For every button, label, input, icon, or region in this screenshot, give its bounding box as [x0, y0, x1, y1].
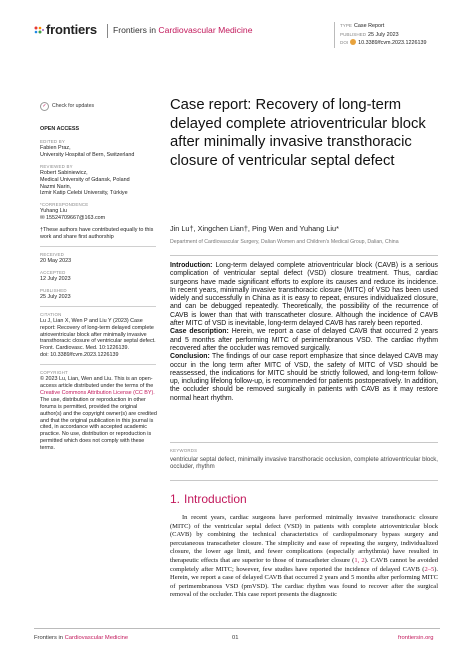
- accepted-section: [40, 270, 158, 283]
- citation-section: [40, 312, 158, 359]
- abstract-top-divider: [170, 255, 438, 256]
- header-divider: [107, 24, 108, 38]
- abstract: [170, 262, 438, 403]
- abstract-case: [170, 328, 438, 353]
- keywords-divider: [170, 442, 438, 443]
- copyright-text: [40, 376, 158, 452]
- accepted-label: ACCEPTED: [40, 269, 66, 275]
- correspondent-name: Yuhang Liu: [40, 208, 67, 215]
- copyright-label: COPYRIGHT: [40, 370, 68, 376]
- article-title: Case report: Recovery of long-term delayed complete atrioventricular block after minimally invasive transthoracic closure of ventricular septal defect: [170, 97, 426, 169]
- edited-by-section: [40, 139, 158, 159]
- check-updates-label: Check for updates: [52, 103, 95, 109]
- footer-divider: [34, 628, 440, 629]
- check-updates-icon: ✓: [40, 102, 49, 111]
- section-heading-introduction: [170, 492, 247, 506]
- abstract-introduction: [170, 262, 438, 328]
- body-text-part: ). CAVB cannot be avoided completely after MITC; however, few studies have reported the incidence of delayed CAVB (: [170, 556, 439, 573]
- citation-journal: Front. Cardiovasc. Med. 10:1226139.: [40, 345, 129, 352]
- reviewed-by-label: REVIEWED BY: [40, 163, 73, 169]
- page-number: 01: [232, 635, 239, 641]
- published-date: 25 July 2023: [40, 293, 71, 300]
- received-label: RECEIVED: [40, 251, 65, 257]
- published-section: [40, 288, 158, 301]
- body-text-part: In recent years, cardiac surgeons have performed minimally invasive transthoracic closure (MITC) of the ventricular septal defect (VSD) in patients with complete atrioventricular block (CAVB) by combining the technical characteristics of cardiopulmonary bypass surgery and percutaneous transcatheter closure. The simplicity and ease of repeating the surgery, individualized closure, the lower age limit, and fewer complications (especially arrhythmia) have resulted in therapeutic effects that are superior to those of transcatheter closure (: [170, 514, 438, 564]
- accepted-date: 12 July 2023: [40, 275, 71, 282]
- abstract-conclusion-label: Conclusion:: [170, 353, 210, 361]
- abstract-case-label: Case description:: [170, 328, 229, 336]
- footer-journal-name: Cardiovascular Medicine: [64, 635, 129, 641]
- citation-doi[interactable]: doi: 10.3389/fcvm.2023.1226139: [40, 352, 119, 359]
- doi-label: DOI: [340, 40, 349, 46]
- reviewer-affiliation: Izmir Katip Celebi University, Türkiye: [40, 190, 128, 197]
- author-list: Jin Lu†, Xingchen Lian†, Ping Wen and Yuhang Liu*: [170, 224, 339, 233]
- reviewer-name: Nazmi Narin,: [40, 183, 72, 190]
- citation-label: CITATION: [40, 311, 62, 317]
- type-label: TYPE: [340, 23, 352, 28]
- footer-journal-prefix: Frontiers in: [34, 635, 63, 641]
- sidebar-divider: [40, 306, 156, 307]
- published-label: PUBLISHED: [340, 31, 367, 37]
- abstract-conclusion-text: The findings of our case report emphasize that since delayed CAVB may occur in the long term after MITC of VSD, the safety of MITC of VSD should be reassessed, the indications for MITC should be strictly followed, and long-term follow-up, including lifelong follow-up, is recommended for patients postoperatively. In addition, the occluder should be removed surgically in patients with CAVB as it may restore normal heart rhythm.: [170, 353, 438, 402]
- reviewer-affiliation: Medical University of Gdansk, Poland: [40, 176, 130, 183]
- keywords-label: KEYWORDS: [170, 448, 198, 453]
- open-access-label: OPEN ACCESS: [40, 126, 80, 132]
- article-meta: [334, 22, 427, 48]
- check-for-updates-button[interactable]: [40, 101, 102, 111]
- citation-link[interactable]: 1, 2: [354, 556, 365, 564]
- section-title: Introduction: [184, 492, 247, 506]
- article-info-sidebar: [40, 126, 158, 457]
- reviewer-name: Robert Sabiniewicz,: [40, 169, 88, 176]
- body-text: [170, 514, 438, 600]
- published-value: 25 July 2023: [368, 31, 399, 38]
- sidebar-divider: [40, 364, 156, 365]
- section-number: 1.: [170, 492, 181, 506]
- received-section: [40, 252, 158, 265]
- received-date: 20 May 2023: [40, 257, 72, 264]
- keywords-list: ventricular septal defect, minimally invasive transthoracic occlusion, complete atrioventricular block, occluder, rhythm: [170, 456, 438, 471]
- copyright-rest: The use, distribution or reproduction in other forums is permitted, provided the original author(s) and the copyright owner(s) are credited and that the original publication in this journal is cited, in accordance with accepted academic practice. No use, distribution or reproduction is permitted which does not comply with these terms.: [40, 396, 157, 452]
- abstract-intro-text: Long-term delayed complete atrioventricular block (CAVB) is a serious complication of ventricular septal defect (VSD) closure treatment. Thus, cardiac surgeons have made significant efforts to explore its causes and reduce its incidence. In recent years, minimally invasive transthoracic closure (MITC) of VSD has been used widely and successfully in China as it is easy to repeat, ensures individualized closure, and can be debugged repeatedly. Theoretically, the possibility of the recurrence of CAVB is lower than that with transcatheter closure. Although the incidence of CAVB after MITC of VSD is inevitable, long-term delayed CAVB has rarely been reported.: [170, 262, 438, 328]
- footer-site-link[interactable]: frontiersin.org: [398, 635, 434, 641]
- edited-by-label: EDITED BY: [40, 138, 65, 144]
- abstract-case-text: Herein, we report a case of delayed CAVB that occurred 2 years and 5 months after performing MITC of perimembranous VSD. The cardiac rhythm recovered after the occluder was removed surgically.: [170, 328, 438, 352]
- correspondence-label: *CORRESPONDENCE: [40, 202, 89, 208]
- abstract-conclusion: [170, 353, 438, 403]
- abstract-intro-label: Introduction:: [170, 262, 213, 269]
- doi-icon: [350, 39, 356, 45]
- frontiers-logo-icon: [34, 26, 44, 36]
- sidebar-divider: [40, 246, 156, 247]
- keywords-bottom-divider: [170, 480, 438, 481]
- editor-affiliation: University Hospital of Bern, Switzerland: [40, 151, 135, 158]
- frontiers-logo-text: frontiers: [46, 22, 97, 37]
- citation-text: Lu J, Lian X, Wen P and Liu Y (2023) Case report: Recovery of long-term delayed complete atrioventricular block after minimally invasive transthoracic closure of ventricular septal defect.: [40, 317, 156, 345]
- published-label: PUBLISHED: [40, 287, 67, 293]
- copyright-intro: © 2023 Lu, Lian, Wen and Liu. This is an open-access article distributed under the terms of the: [40, 376, 154, 390]
- footer-journal[interactable]: [34, 635, 128, 641]
- copyright-section: [40, 370, 158, 452]
- reviewed-by-section: [40, 164, 158, 198]
- journal-title: Cardiovascular Medicine: [158, 25, 253, 35]
- body-paragraph: [170, 514, 438, 600]
- body-text-part: ). Herein, we report a case of delayed CAVB that occurred 2 years and 5 months after performing MITC of perimembranous VSD (pmVSD). The cardiac rhythm was found to recover after the surgical removal of the occluder. This case report presents the diagnostic: [170, 565, 438, 599]
- doi-value[interactable]: 10.3389/fcvm.2023.1226139: [358, 40, 427, 47]
- editor-name: Fabien Praz,: [40, 144, 71, 151]
- journal-name[interactable]: [113, 25, 252, 35]
- journal-prefix: Frontiers in: [113, 25, 156, 35]
- contribution-note: †These authors have contributed equally to this work and share first authorship: [40, 227, 154, 241]
- correspondent-email[interactable]: ✉ 15524709667@163.com: [40, 215, 106, 222]
- license-link[interactable]: Creative Commons Attribution License (CC BY).: [40, 389, 155, 396]
- citation-link[interactable]: 2–5: [424, 565, 435, 573]
- correspondence-section: [40, 202, 158, 222]
- author-affiliation: Department of Cardiovascular Surgery, Dalian Women and Children's Medical Group, Dalian, China: [170, 239, 399, 245]
- type-value: Case Report: [354, 23, 385, 29]
